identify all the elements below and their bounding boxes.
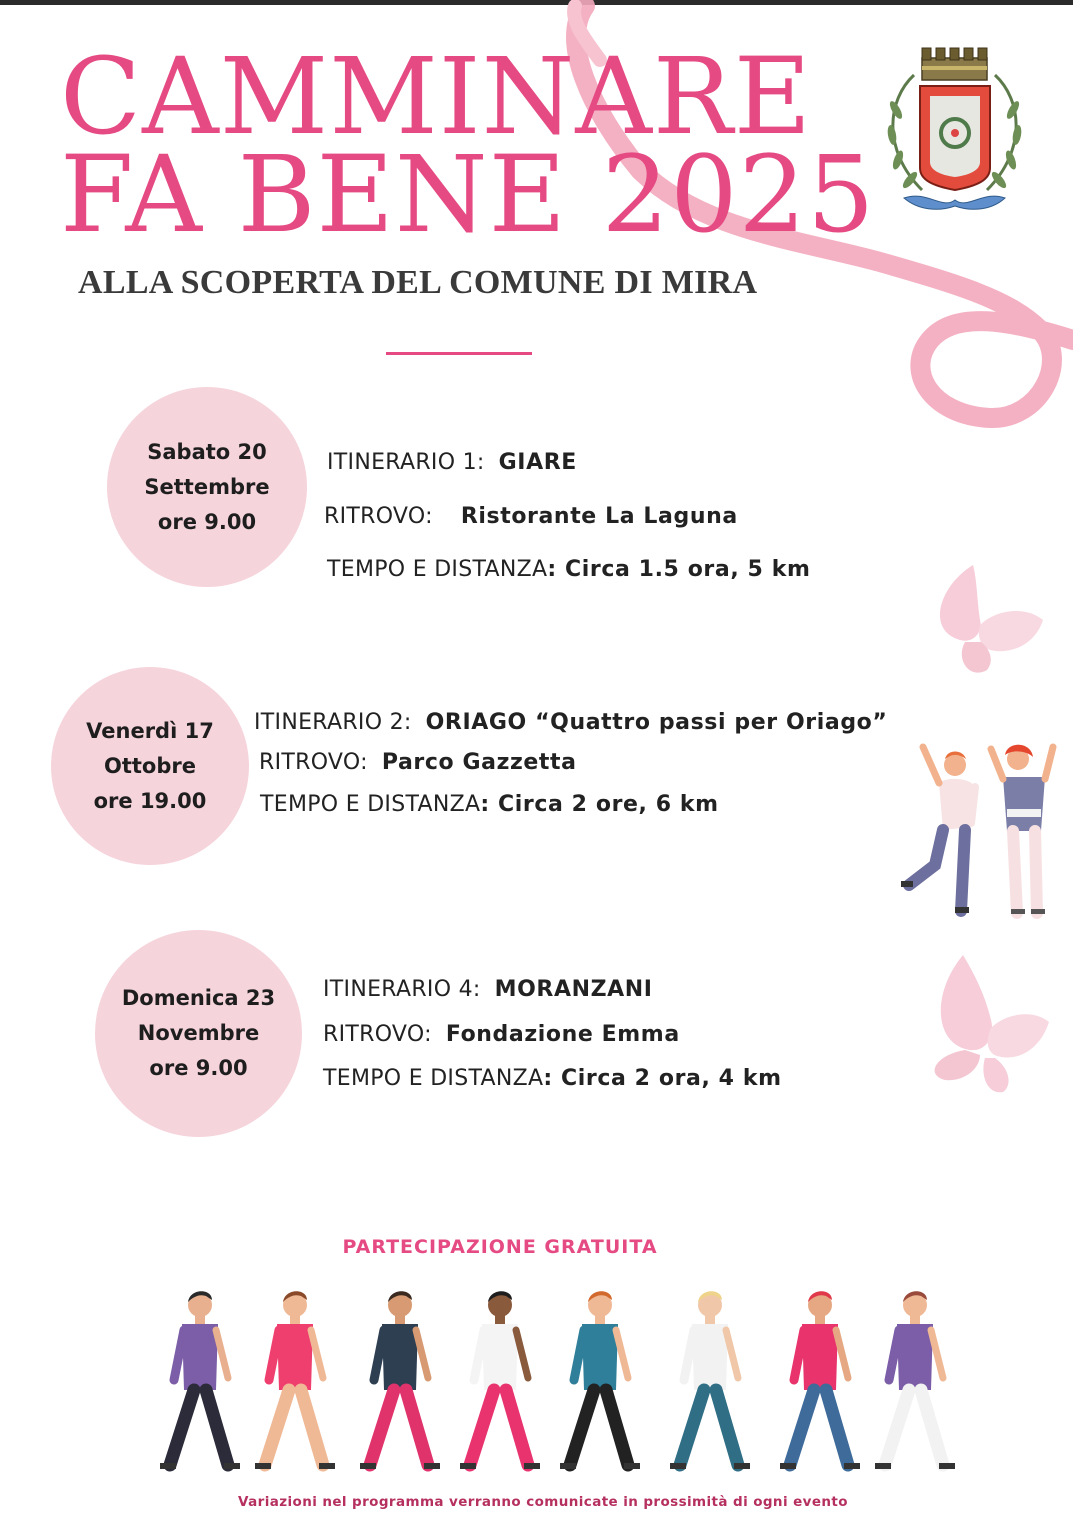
event-2-time-distance: TEMPO E DISTANZA: Circa 2 ore, 6 km	[260, 792, 719, 817]
event-2-date-day: Venerdì 17	[86, 718, 214, 743]
title-line-1: CAMMINARE	[60, 35, 813, 158]
event-1-date-month: Settembre	[144, 474, 270, 499]
walking-person-8	[875, 1291, 955, 1469]
event-2-meeting-point: RITROVO: Parco Gazzetta	[259, 750, 577, 775]
walking-person-3	[360, 1291, 440, 1469]
walking-person-4	[460, 1291, 540, 1469]
dancing-people-illustration	[895, 735, 1065, 925]
walking-person-1	[160, 1291, 240, 1469]
event-3-time-distance: TEMPO E DISTANZA: Circa 2 ora, 4 km	[323, 1066, 782, 1091]
event-3-date-day: Domenica 23	[121, 986, 276, 1010]
walking-person-2	[255, 1291, 335, 1469]
walking-person-6	[670, 1291, 750, 1469]
title-divider	[386, 352, 532, 355]
walking-person-7	[780, 1291, 860, 1469]
event-3-date-month: Novembre	[137, 1021, 260, 1045]
event-1-date-time: ore 9.00	[157, 509, 257, 534]
butterfly-icon	[925, 950, 1050, 1100]
event-date-circle-3	[95, 930, 302, 1137]
walking-people-illustration	[160, 1280, 980, 1480]
page-title	[60, 35, 876, 256]
butterfly-icon	[925, 560, 1045, 685]
event-1-meeting-point: RITROVO: Ristorante La Laguna	[324, 504, 738, 529]
top-border	[0, 0, 1073, 5]
page-subtitle: ALLA SCOPERTA DEL COMUNE DI MIRA	[78, 264, 758, 301]
event-date-circle-1	[107, 387, 307, 587]
event-3-meeting-point: RITROVO: Fondazione Emma	[323, 1022, 680, 1047]
comune-di-mira-crest-icon	[882, 40, 1027, 220]
event-3-date-time: ore 9.00	[149, 1056, 248, 1080]
event-date-circle-2	[51, 667, 249, 865]
participation-note: PARTECIPAZIONE GRATUITA	[342, 1236, 658, 1258]
event-3-itinerary: ITINERARIO 4: MORANZANI	[323, 977, 653, 1002]
event-3-details	[323, 977, 923, 1107]
event-2-date-month: Ottobre	[104, 753, 196, 778]
title-line-2: FA BENE 2025	[60, 133, 876, 256]
event-2-details	[254, 710, 934, 830]
event-1-date-day: Sabato 20	[147, 439, 267, 464]
footer-note: Variazioni nel programma verranno comunicate in prossimità di ogni evento	[238, 1494, 848, 1510]
event-1-itinerary: ITINERARIO 1: GIARE	[327, 450, 577, 475]
event-1-time-distance: TEMPO E DISTANZA: Circa 1.5 ora, 5 km	[327, 557, 811, 582]
walking-person-5	[560, 1291, 640, 1469]
event-2-date-time: ore 19.00	[93, 788, 207, 813]
event-2-itinerary: ITINERARIO 2: ORIAGO “Quattro passi per Oriago”	[254, 710, 888, 735]
event-1-details	[324, 450, 927, 590]
